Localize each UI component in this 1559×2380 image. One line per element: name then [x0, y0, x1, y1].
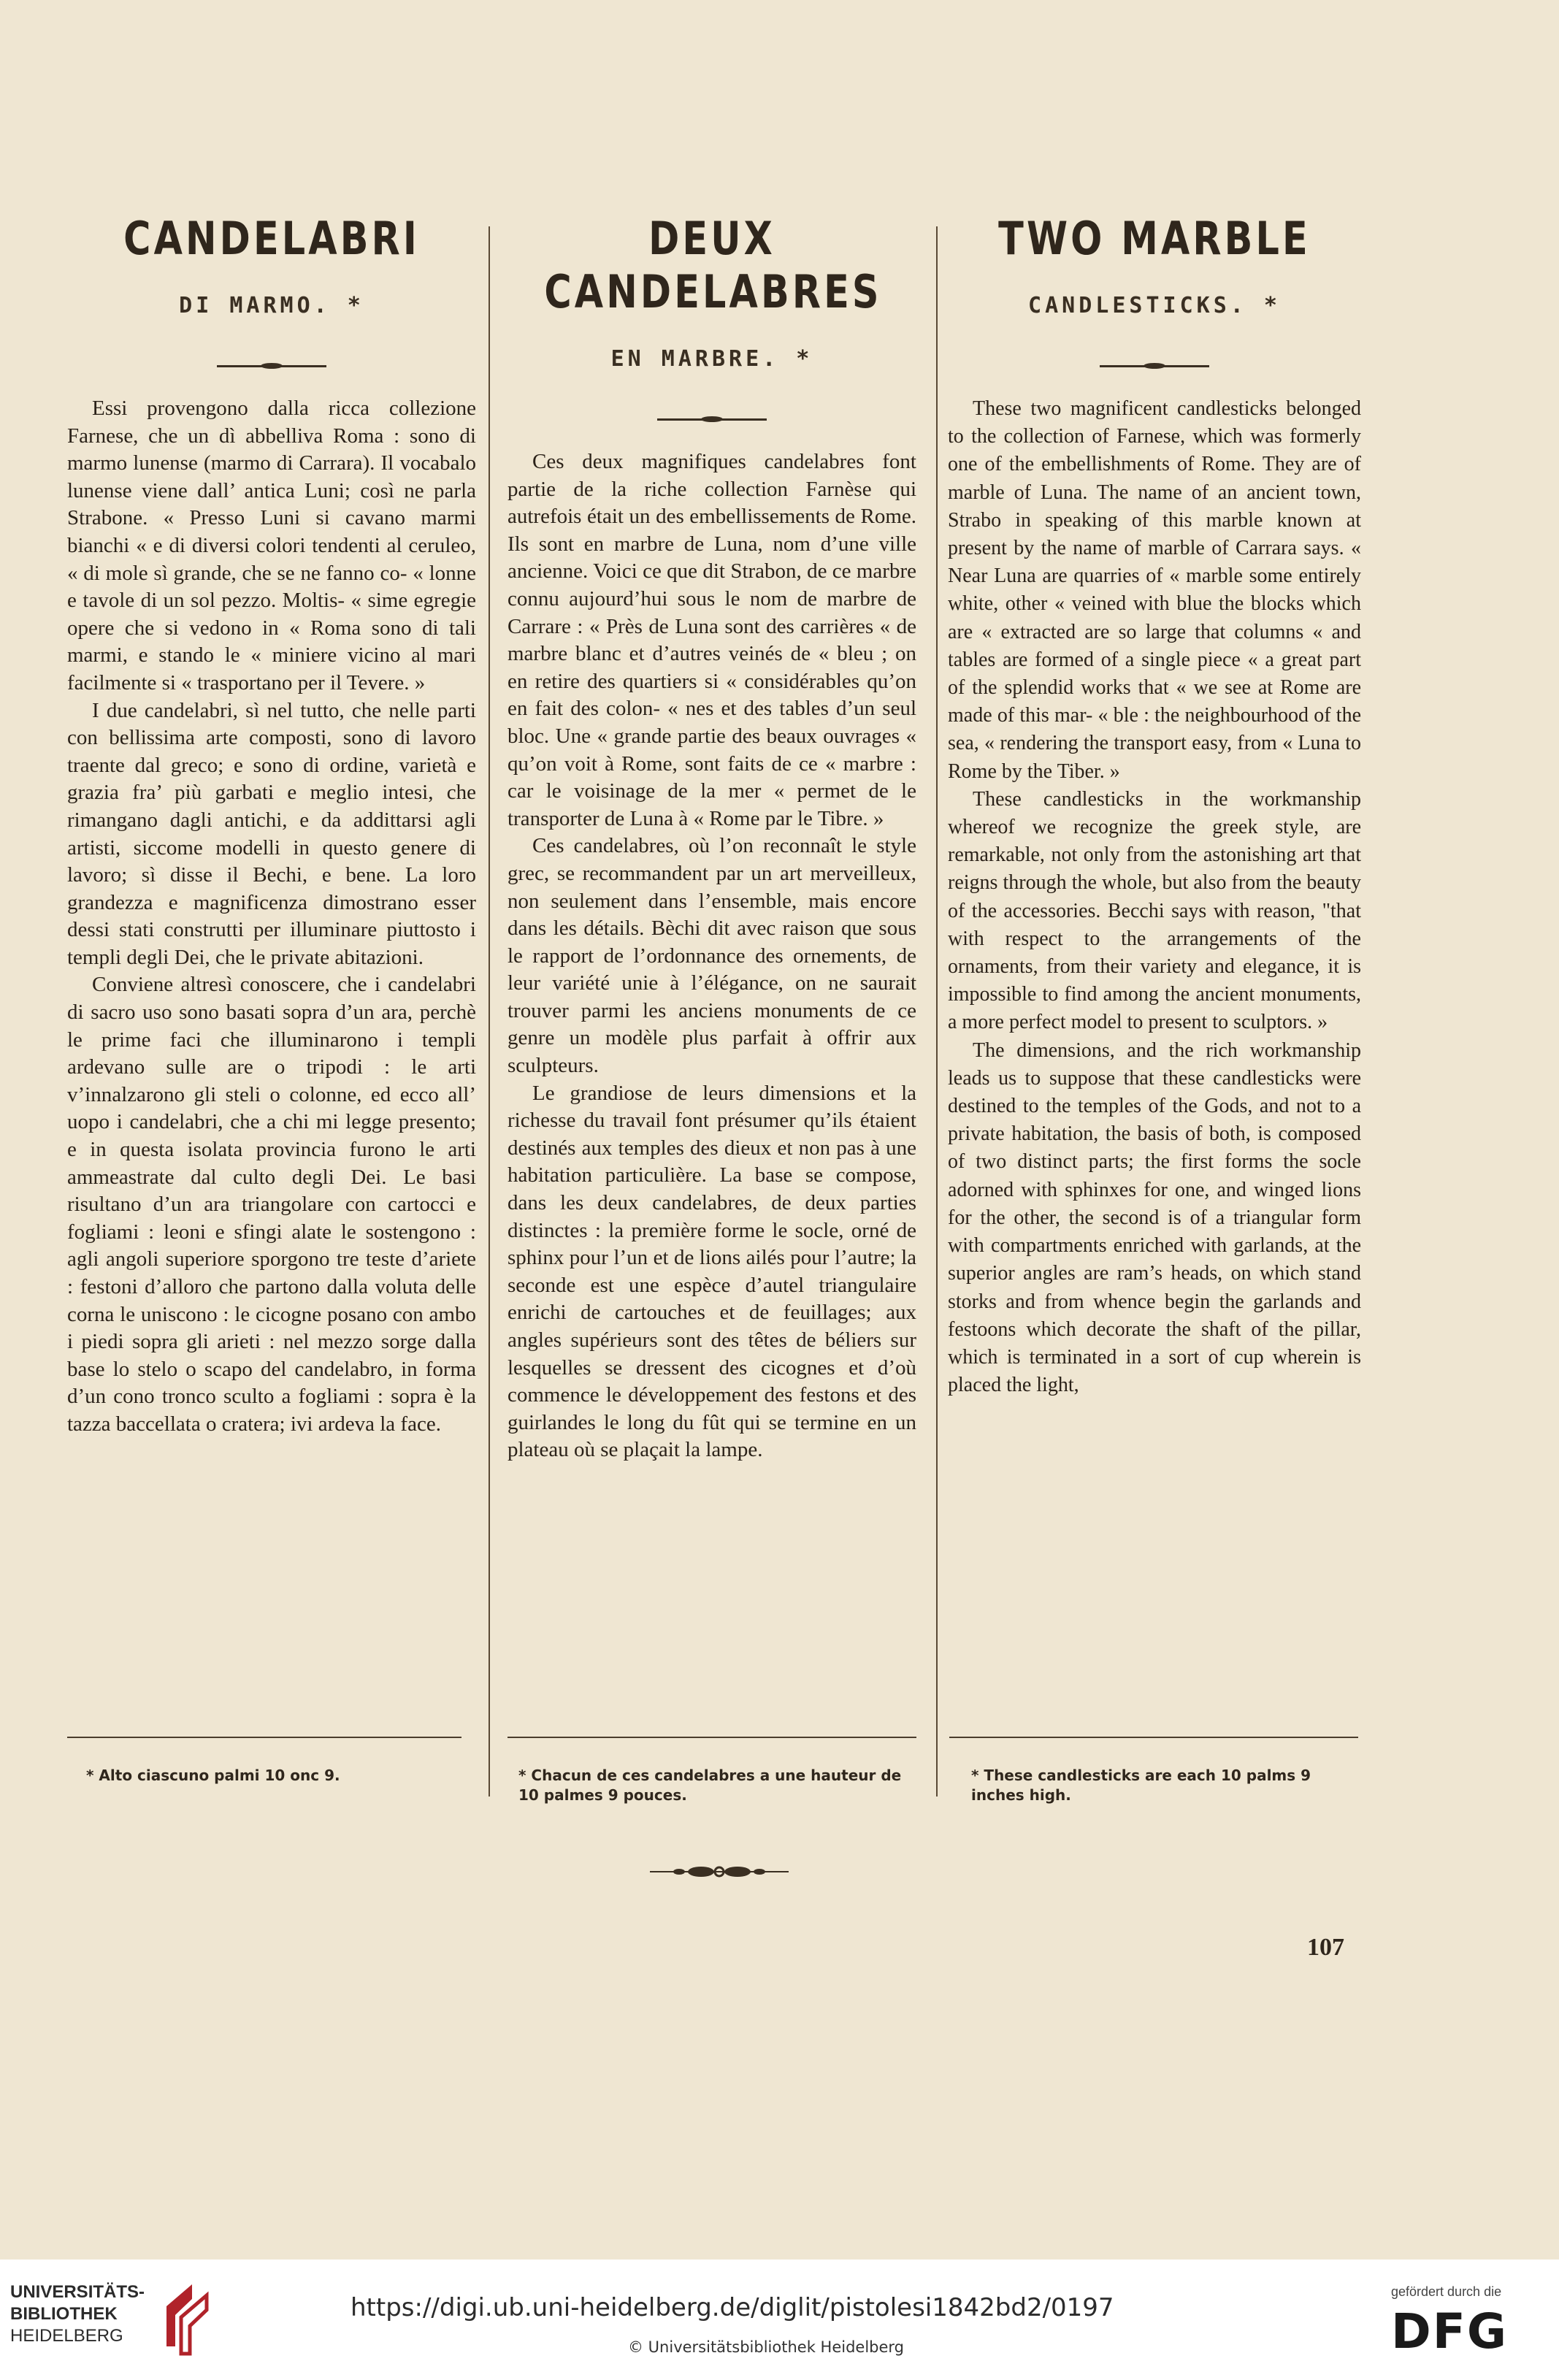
title-ornament-italian: [217, 365, 326, 367]
copyright-notice: © Universitätsbibliothek Heidelberg: [628, 2338, 905, 2356]
paragraph: Le grandiose de leurs dimensions et la richesse du travail font présumer qu’ils étaient destinés aux temples des dieux et non pas à une habitation particulière. La base se compose, dans les deux candelabres, de deux parties distinctes : la première forme le socle, orné de sphinx pour l’un et de lions ailés pour l’autre; la seconde est une espèce d’autel triangulaire enrichi de cartouches et de feuillages; aux angles supérieurs sont des têtes de béliers sur lesquelles se dressent des cicognes et d’où commence le développement des festons et des guirlandes le long du fût qui se termine en un plateau où se plaçait la lampe.: [507, 1081, 916, 1462]
viewer-footer: [0, 2260, 1559, 2380]
closing-ornament: [650, 1864, 789, 1880]
footnote-rule-italian: [67, 1737, 461, 1738]
paragraph: These two magnificent candlesticks belonged to the collection of Farnese, which was formerly one of the embellishments of Rome. They are of marble of Luna. The name of an ancient town, Strabo in speaking of this marble known at present by the name of marble of Carrara says. « Near Luna are quarries of « marble some entirely white, other « veined with blue the blocks which are « extracted are so large that columns « and tables are formed of a single piece « a great part of the splendid works that « we see at Rome are made of this mar- « ble : the neighbourhood of the sea, « rendering the transport easy, from « Luna to Rome by the Tiber. »: [948, 397, 1361, 783]
column-divider-left: [489, 226, 490, 1797]
paragraph: Conviene altresì conoscere, che i candelabri di sacro uso sono basati sopra d’un ara, perchè le prime faci che illuminarono i templi ardevano sulle are o tripodi : le arti v’innalzarono gli steli o colonne, ed ecco all’ uopo i candelabri, che a chi mi legge presento; e in questa isolata provincia furono le arti ammeastrate dal culto degli Dei. Le basi risultano d’un ara triangolare con cartocci e fogliami : leoni e sfingi alate le sostengono : agli angoli superiore sporgono tre teste d’ariete : festoni d’alloro che partono dalla voluta delle corna le uniscono : le cicogne posano con ambo i piedi sopra gli arieti : nel mezzo sorge dalla base lo stelo o scapo del candelabro, in forma d’un cono tronco sculto a fogliami : sopra è la tazza baccellata o cratera; ivi ardeva la face.: [67, 973, 476, 1436]
title-french: DEUX CANDELABRES: [544, 212, 882, 318]
footnote-english: * These candlesticks are each 10 palms 9 inches high.: [971, 1767, 1311, 1804]
library-name-line: UNIVERSITÄTS-: [10, 2282, 145, 2302]
paragraph: These candlesticks in the workmanship whereof we recognize the greek style, are remarkable, not only from the astonishing art that reigns through the whole, but also from the beauty of the accessories. Becchi says with reason, "that with respect to the arrangements of the ornaments, from their variety and elegance, it is impossible to find among the ancient monuments, a more perfect model to present to sculptors. »: [948, 787, 1361, 1034]
column-divider-right: [936, 226, 938, 1797]
paragraph: The dimensions, and the rich workmanship leads us to suppose that these candlesticks were destined to the temples of the Gods, and not to a private habitation, the basis of both, is composed of two distinct parts; the first forms the socle adorned with sphinxes for one, and winged lions for the other, the second is of a triangular form with compartments enriched with garlands, at the superior angles are ram’s heads, on which stand storks and from whence begin the garlands and festoons which decorate the shaft of the pillar, which is terminated in a sort of cup wherein is placed the light,: [948, 1038, 1361, 1397]
title-ornament-french: [657, 418, 767, 421]
page-url-link[interactable]: https://digi.ub.uni-heidelberg.de/diglit/pistolesi1842bd2/0197: [351, 2293, 1114, 2322]
body-english: [948, 395, 1361, 1399]
footnote-rule-french: [507, 1737, 916, 1738]
library-logo-text[interactable]: [10, 2281, 171, 2347]
body-italian: [67, 395, 476, 1439]
footnote-italian: * Alto ciascuno palmi 10 onc 9.: [86, 1767, 340, 1784]
funder-note: gefördert durch die: [1391, 2284, 1502, 2299]
paragraph: Essi provengono dalla ricca collezione Farnese, che un dì abbelliva Roma : sono di marmo lunense (marmo di Carrara). Il vocabalo lunense viene dall’ antica Luni; così ne parla Strabone. « Presso Luni si cavano marmi bianchi « e di diversi colori tendenti al ceruleo, « di mole sì grande, che se ne fanno co- « lonne e tavole di un sol pezzo. Moltis- « sime egregie opere che si vedono in « Roma sono di tali marmi, e stando le « miniere vicino al mari facilmente si « trasportano per il Tevere. »: [67, 397, 476, 695]
subtitle-italian: DI MARMO. *: [179, 293, 364, 318]
dfg-logo[interactable]: DFG: [1391, 2303, 1509, 2360]
paragraph: I due candelabri, sì nel tutto, che nelle parti con bellissima arte composti, sono di lavoro traente dal greco; e sono di ordine, varietà e grazia fra’ più garbati e meglio intesi, che rimangano dagli antichi, e da addittarsi agli artisti, siccome modelli in questo genere di lavoro; sì disse il Bechi, e bene. La loro grandezza e magnificenza dimostrano esser dessi stati construtti per illuminare piuttosto i templi degli Dei, che le private abitazioni.: [67, 698, 476, 969]
paragraph: Ces candelabres, où l’on reconnaît le style grec, se recommandent par un art merveilleux, non seulement dans l’ensemble, mais encore dans les détails. Bèchi dit avec raison que sous le rapport de l’ordonnance des ornements, de leur variété unie à l’élégance, on ne saurait trouver parmi les anciens monuments de ce genre un modèle plus parfait à offrir aux sculpteurs.: [507, 834, 916, 1078]
title-english: TWO MARBLE: [998, 212, 1311, 265]
page-number: 107: [1307, 1934, 1344, 1961]
library-name-line: HEIDELBERG: [10, 2326, 123, 2346]
subtitle-french: EN MARBRE. *: [610, 346, 813, 372]
footnote-rule-english: [949, 1737, 1358, 1738]
body-french: [507, 448, 916, 1464]
column-english: [948, 212, 1361, 1399]
library-logo-icon: [159, 2277, 218, 2357]
footnote-french: * Chacun de ces candelabres a une hauteur de 10 palmes 9 pouces.: [518, 1767, 902, 1804]
paragraph: Ces deux magnifiques candelabres font partie de la riche collection Farnèse qui autrefois était un des embellissements de Rome. Ils sont en marbre de Luna, nom d’une ville ancienne. Voici ce que dit Strabon, de ce marbre connu aujourd’hui sous le nom de marbre de Carrare : « Près de Luna sont des carrières « de marbre blanc et d’autres veinés de « bleu ; on en retire des quartiers si « considérables qu’on en fait des colon- « nes et des tables d’un seul bloc. Une « grande partie des beaux ouvrages « qu’on voit à Rome, sont faits de ce « marbre : car le voisinage de la mer « permet de le transporter de Luna à « Rome par le Tibre. »: [507, 450, 916, 830]
library-name-line: BIBLIOTHEK: [10, 2304, 118, 2324]
title-italian: CANDELABRI: [123, 212, 420, 265]
column-italian: [67, 212, 476, 1439]
title-ornament-english: [1100, 365, 1209, 367]
subtitle-english: CANDLESTICKS. *: [1028, 293, 1281, 318]
column-french: [507, 212, 916, 1464]
